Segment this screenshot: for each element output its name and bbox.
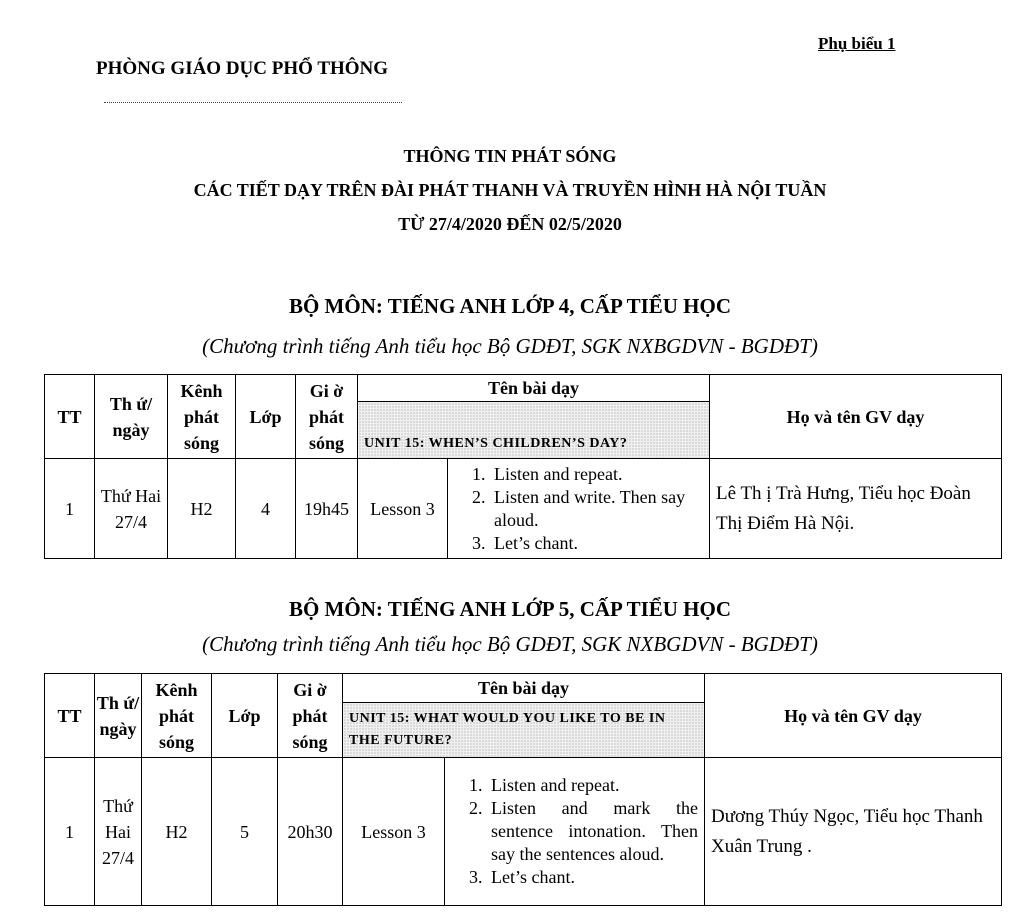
cell-channel: H2 <box>168 459 236 559</box>
cell-day: Thứ Hai 27/4 <box>95 459 168 559</box>
cell-grade: 5 <box>212 758 278 906</box>
header-tt: TT <box>45 674 95 758</box>
document-title-line-3: TỪ 27/4/2020 ĐẾN 02/5/2020 <box>398 214 622 234</box>
header-lesson-name: Tên bài dạy <box>343 674 705 703</box>
cell-channel: H2 <box>142 758 212 906</box>
header-lesson-name: Tên bài dạy <box>358 375 710 402</box>
document-title-line-1: THÔNG TIN PHÁT SÓNG <box>403 146 617 166</box>
subject-heading: BỘ MÔN: TIẾNG ANH LỚP 5, CẤP TIỂU HỌC <box>288 597 732 621</box>
table-row <box>45 459 1002 559</box>
activity-item: 3. Let’s chant. <box>487 866 698 889</box>
header-teacher: Họ và tên GV dạy <box>705 674 1002 758</box>
cell-time: 20h30 <box>278 758 343 906</box>
document-title-line-2: CÁC TIẾT DẠY TRÊN ĐÀI PHÁT THANH VÀ TRUYỀN HÌNH HÀ NỘI TUẦN <box>193 180 827 200</box>
cell-tt: 1 <box>45 459 95 559</box>
activity-list <box>448 463 709 555</box>
header-teacher: Họ và tên GV dạy <box>710 375 1002 459</box>
cell-day: Thứ Hai 27/4 <box>95 758 142 906</box>
subject-heading: BỘ MÔN: TIẾNG ANH LỚP 4, CẤP TIỂU HỌC <box>288 294 732 318</box>
schedule-table <box>44 673 1002 906</box>
cell-activities <box>445 758 705 906</box>
table-row <box>45 758 1002 906</box>
header-tt: TT <box>45 375 95 459</box>
department-name: PHÒNG GIÁO DỤC PHỔ THÔNG <box>96 58 389 79</box>
cell-activities <box>448 459 710 559</box>
header-grade: Lớp <box>236 375 296 459</box>
activity-list <box>445 774 704 889</box>
cell-time: 19h45 <box>296 459 358 559</box>
program-note: (Chương trình tiếng Anh tiểu học Bộ GDĐT, SGK NXBGDVN - BGDĐT) <box>202 632 818 656</box>
appendix-label: Phụ biểu 1 <box>818 34 896 53</box>
header-time: Gi ờ phát sóng <box>278 674 343 758</box>
activity-item: 1. Listen and repeat. <box>487 774 698 797</box>
header-day: Th ứ/ ngày <box>95 674 142 758</box>
unit-title: UNIT 15: WHAT WOULD YOU LIKE TO BE IN THE FUTURE? <box>343 703 705 758</box>
cell-grade: 4 <box>236 459 296 559</box>
header-time: Gi ờ phát sóng <box>296 375 358 459</box>
unit-title: UNIT 15: WHEN’S CHILDREN’S DAY? <box>358 402 710 459</box>
activity-item: 2. Listen and mark the sentence intonation. Then say the sentences aloud. <box>487 797 698 866</box>
header-day: Th ứ/ ngày <box>95 375 168 459</box>
cell-lesson: Lesson 3 <box>343 758 445 906</box>
activity-item: 1. Listen and repeat. <box>490 463 703 486</box>
dotted-divider <box>104 102 402 103</box>
cell-teacher: Dương Thúy Ngọc, Tiểu học Thanh Xuân Trung . <box>705 758 1002 906</box>
cell-lesson: Lesson 3 <box>358 459 448 559</box>
activity-item: 2. Listen and write. Then say aloud. <box>490 486 703 532</box>
program-note: (Chương trình tiếng Anh tiểu học Bộ GDĐT, SGK NXBGDVN - BGDĐT) <box>202 334 818 358</box>
schedule-table <box>44 374 1002 559</box>
activity-item: 3. Let’s chant. <box>490 532 703 555</box>
cell-teacher: Lê Th ị Trà Hưng, Tiểu học Đoàn Thị Điểm Hà Nội. <box>710 459 1002 559</box>
header-channel: Kênh phát sóng <box>168 375 236 459</box>
header-grade: Lớp <box>212 674 278 758</box>
header-channel: Kênh phát sóng <box>142 674 212 758</box>
cell-tt: 1 <box>45 758 95 906</box>
